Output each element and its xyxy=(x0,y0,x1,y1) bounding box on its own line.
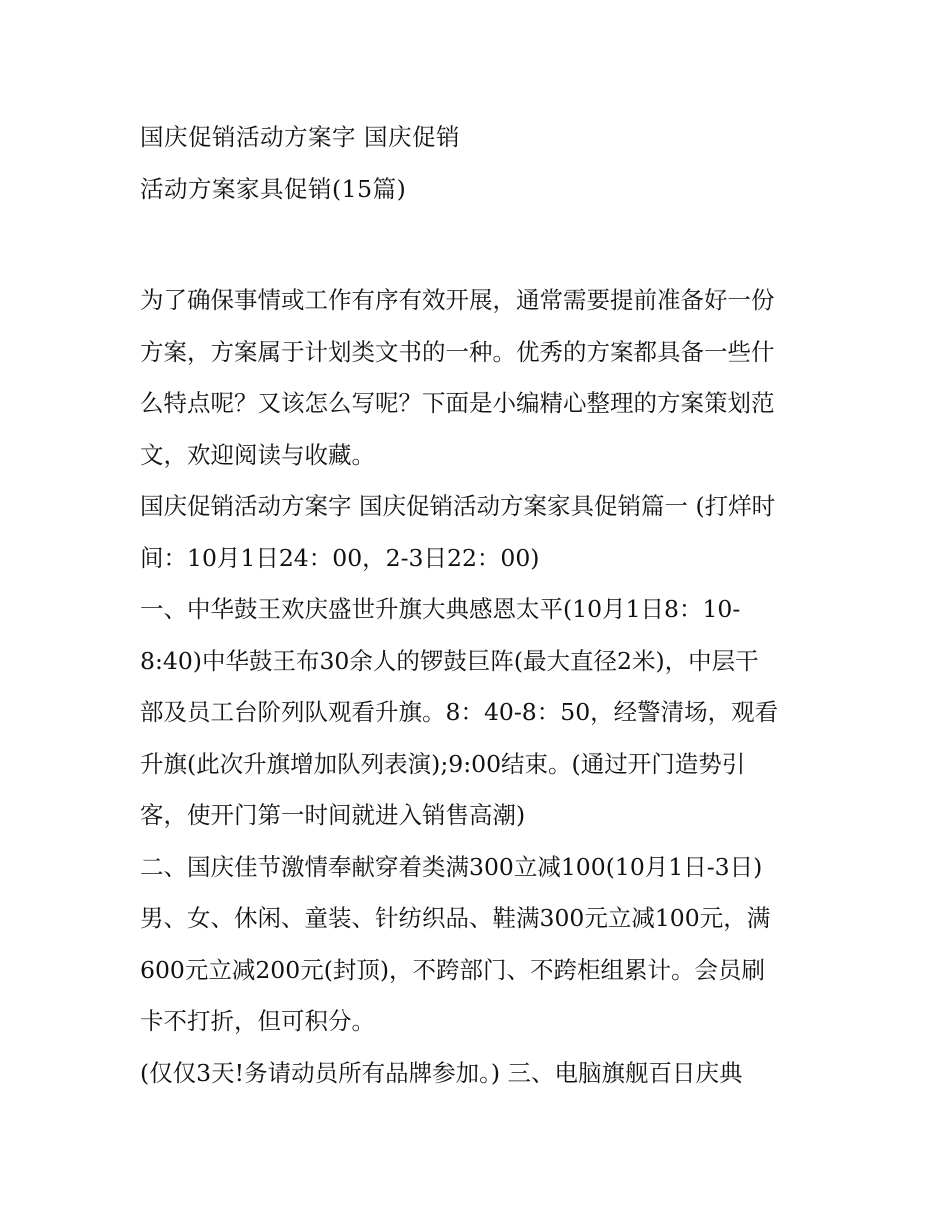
body-line: 男、女、休闲、童装、针纺织品、鞋满300元立减100元，满 xyxy=(140,904,771,932)
body-line: (仅仅3天!务请动员所有品牌参加。) 三、电脑旗舰百日庆典 xyxy=(140,1058,743,1087)
body-line: 600元立减200元(封顶)，不跨部门、不跨柜组累计。会员刷 xyxy=(140,955,766,984)
body-line: 方案，方案属于计划类文书的一种。优秀的方案都具备一些什 xyxy=(140,337,775,366)
body-line: 升旗(此次升旗增加队列表演);9:00结束。(通过开门造势引 xyxy=(140,749,746,778)
document-title xyxy=(140,112,830,215)
body-line: 么特点呢？又该怎么写呢？下面是小编精心整理的方案策划范 xyxy=(140,389,775,417)
title-line: 活动方案家具促销(15篇) xyxy=(140,174,407,203)
body-line: 客，使开门第一时间就进入销售高潮) xyxy=(140,801,526,829)
body-line: 文，欢迎阅读与收藏。 xyxy=(140,440,375,469)
body-line: 国庆促销活动方案字 国庆促销活动方案家具促销篇一 (打烊时 xyxy=(140,492,776,520)
body-line: 二、国庆佳节激情奉献穿着类满300立减100(10月1日-3日) xyxy=(140,852,763,881)
body-line: 部及员工台阶列队观看升旗。8：40-8：50，经警清场，观看 xyxy=(140,698,779,726)
body-line: 间：10月1日24：00，2-3日22：00) xyxy=(140,543,540,572)
document-body xyxy=(140,275,830,1099)
body-line: 为了确保事情或工作有序有效开展，通常需要提前准备好一份 xyxy=(140,286,775,314)
title-line: 国庆促销活动方案字 国庆促销 xyxy=(140,123,460,151)
body-line: 卡不打折，但可积分。 xyxy=(140,1007,375,1035)
body-line: 一、中华鼓王欢庆盛世升旗大典感恩太平(10月1日8：10- xyxy=(140,595,741,623)
body-line: 8:40)中华鼓王布30余人的锣鼓巨阵(最大直径2米)，中层干 xyxy=(140,646,759,675)
